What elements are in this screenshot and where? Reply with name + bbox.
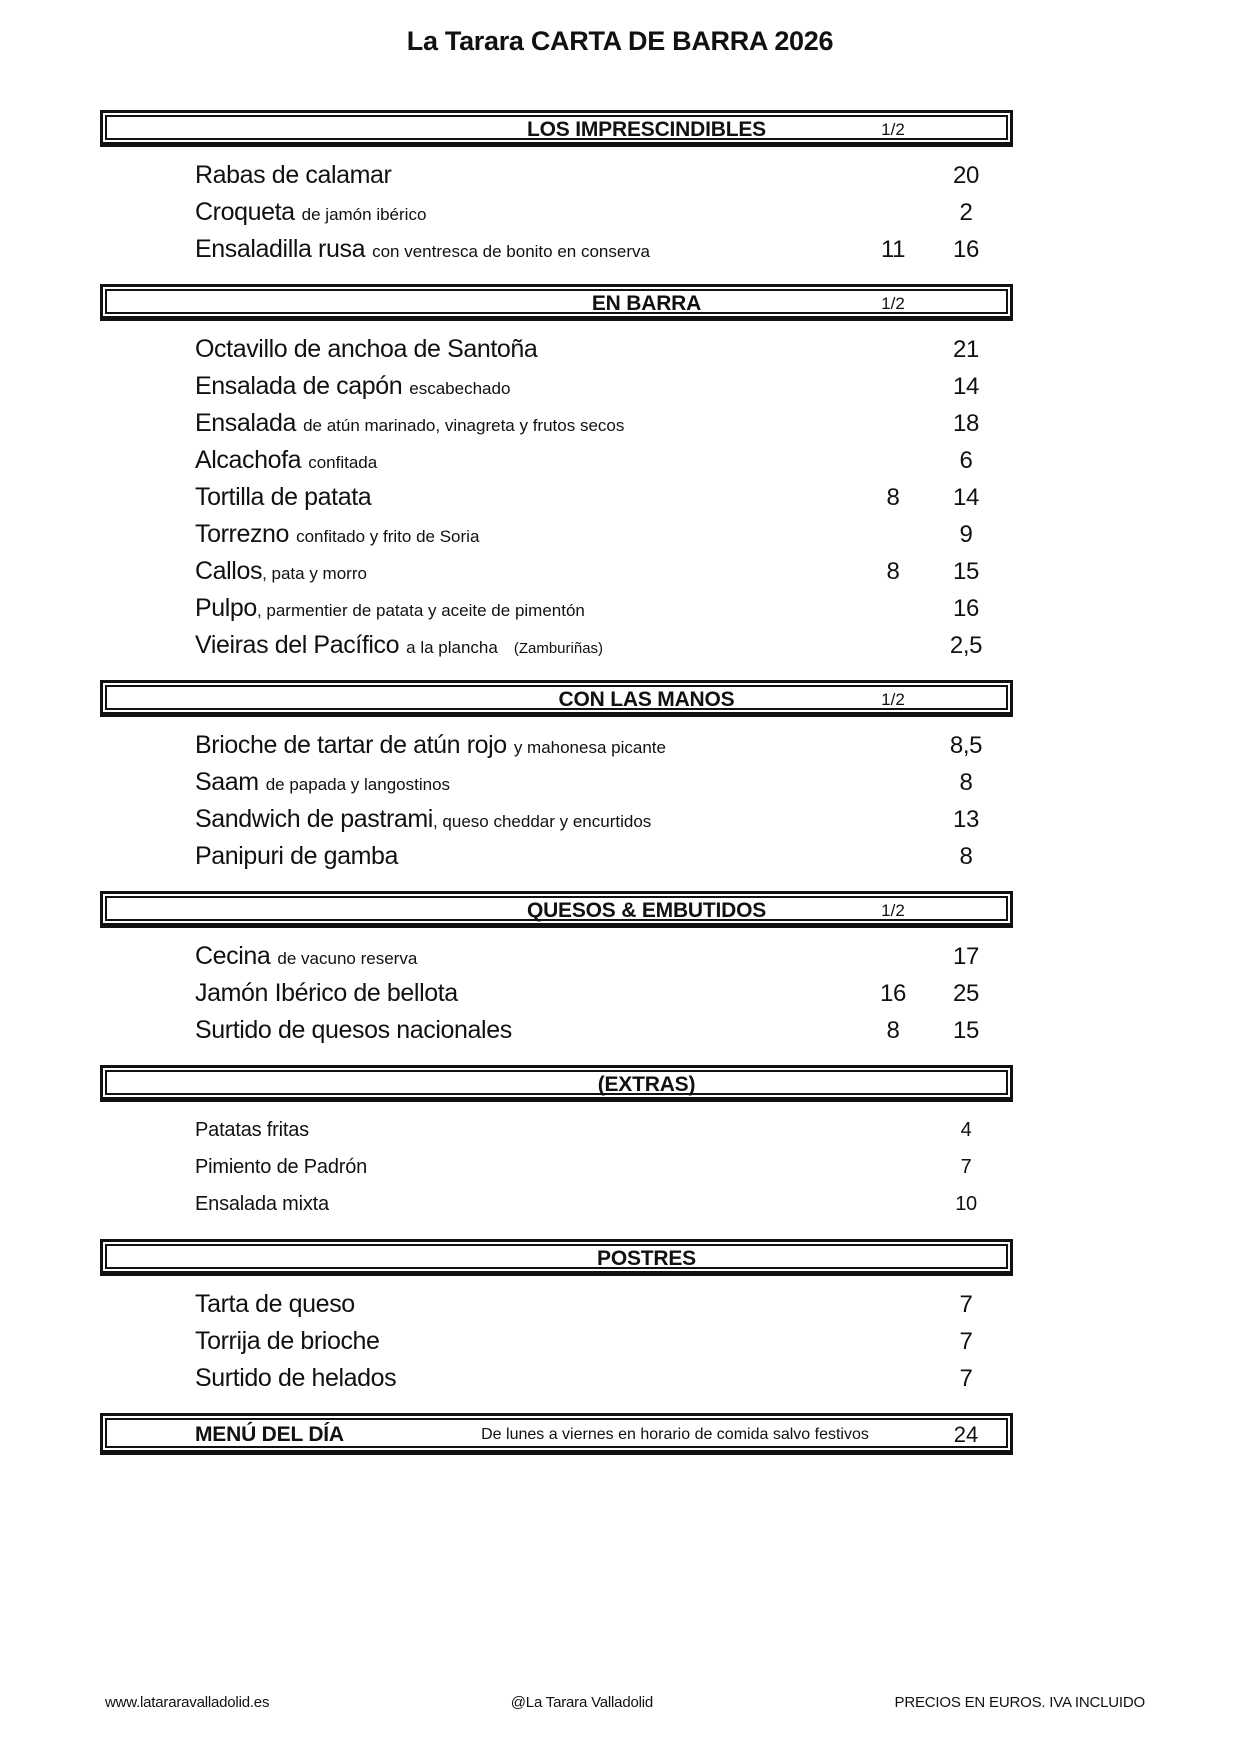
- item-name: Tarta de queso: [195, 1290, 355, 1318]
- item-name: Pulpo: [195, 594, 257, 622]
- section-items: [100, 147, 1013, 284]
- item-description: confitado y frito de Soria: [296, 527, 480, 546]
- item-half-price: 8: [886, 484, 900, 511]
- section-title: LOS IMPRESCINDIBLES: [527, 118, 766, 141]
- section-title: EN BARRA: [591, 292, 702, 315]
- item-name: Ensalada mixta: [195, 1193, 329, 1215]
- page-footer: [105, 1694, 1145, 1711]
- menu-item-row: [100, 479, 1013, 516]
- footer-website: www.latararavalladolid.es: [105, 1694, 270, 1711]
- section-header-row: [105, 685, 1008, 710]
- menu-item-row: [100, 1149, 1013, 1186]
- menu-del-dia-box: [100, 1413, 1013, 1455]
- item-price: 7: [959, 1365, 973, 1392]
- menu-item-row: [100, 157, 1013, 194]
- menu-item-row: [100, 331, 1013, 368]
- item-name: Sandwich de pastrami: [195, 805, 433, 833]
- menu-item-row: [100, 368, 1013, 405]
- menu-section: [100, 1239, 1013, 1413]
- item-price: 14: [953, 484, 979, 511]
- item-name: Croqueta: [195, 198, 295, 226]
- menu-item-row: [100, 975, 1013, 1012]
- section-title: QUESOS & EMBUTIDOS: [526, 899, 767, 922]
- menu-item-row: [100, 1323, 1013, 1360]
- item-name: Jamón Ibérico de bellota: [195, 979, 458, 1007]
- item-name: Pimiento de Padrón: [195, 1156, 368, 1178]
- item-description: confitada: [308, 453, 378, 472]
- menu-section: [100, 891, 1013, 1065]
- half-portion-column-label: 1/2: [881, 901, 905, 920]
- item-price: 25: [953, 980, 979, 1007]
- item-price: 16: [953, 236, 979, 263]
- menu-section: [100, 284, 1013, 680]
- item-half-price: 8: [886, 558, 900, 585]
- menu-section: [100, 110, 1013, 284]
- menu-item-row: [100, 194, 1013, 231]
- item-name: Panipuri de gamba: [195, 842, 399, 870]
- section-header-row: [105, 1070, 1008, 1095]
- section-header-row: [105, 289, 1008, 314]
- half-portion-column-label: 1/2: [881, 120, 905, 139]
- menu-content: [100, 110, 1013, 1455]
- item-half-price: 8: [886, 1017, 900, 1044]
- item-price: 15: [953, 558, 979, 585]
- item-name: Ensalada de capón: [195, 372, 403, 400]
- item-price: 15: [953, 1017, 979, 1044]
- page-title: La Tarara CARTA DE BARRA 2026: [406, 26, 834, 56]
- item-description: escabechado: [409, 379, 511, 398]
- item-name: Surtido de helados: [195, 1364, 397, 1392]
- half-portion-column-label: 1/2: [881, 690, 905, 709]
- item-price: 17: [953, 943, 979, 970]
- half-portion-column-label: 1/2: [881, 294, 905, 313]
- item-name: Ensaladilla rusa: [195, 235, 366, 263]
- menu-item-row: [100, 405, 1013, 442]
- item-name: Cecina: [195, 942, 271, 970]
- section-header-box: [100, 1239, 1013, 1276]
- item-description: , parmentier de patata y aceite de pimentón: [256, 601, 585, 620]
- menu-item-row: [100, 1360, 1013, 1397]
- item-description: , queso cheddar y encurtidos: [432, 812, 652, 831]
- item-price: 10: [955, 1193, 977, 1215]
- item-name: Callos: [195, 557, 263, 585]
- item-description: a la plancha: [406, 638, 498, 657]
- item-name: Tortilla de patata: [195, 483, 372, 511]
- footer-prices-notice: PRECIOS EN EUROS. IVA INCLUIDO: [894, 1694, 1145, 1711]
- menu-item-row: [100, 1012, 1013, 1049]
- section-title: (EXTRAS): [597, 1073, 696, 1096]
- item-name: Rabas de calamar: [195, 161, 392, 189]
- item-description: de atún marinado, vinagreta y frutos secos: [303, 416, 625, 435]
- item-name: Torrezno: [195, 520, 290, 548]
- menu-sections: [100, 110, 1013, 1413]
- item-description: de vacuno reserva: [277, 949, 418, 968]
- section-header-row: [105, 896, 1008, 921]
- item-name: Brioche de tartar de atún rojo: [195, 731, 507, 759]
- section-header-box: [100, 680, 1013, 717]
- menu-section: [100, 1065, 1013, 1239]
- section-header-box: [100, 891, 1013, 928]
- section-items: [100, 1102, 1013, 1239]
- item-price: 16: [953, 595, 979, 622]
- item-price: 13: [953, 806, 979, 833]
- section-items: [100, 321, 1013, 680]
- item-price: 6: [959, 447, 973, 474]
- item-price: 20: [953, 162, 979, 189]
- item-price: 14: [953, 373, 979, 400]
- section-items: [100, 717, 1013, 891]
- item-price: 9: [959, 521, 973, 548]
- section-items: [100, 1276, 1013, 1413]
- section-title: CON LAS MANOS: [558, 688, 735, 711]
- menu-del-dia-label: MENÚ DEL DÍA: [195, 1423, 344, 1446]
- section-header-box: [100, 284, 1013, 321]
- menu-del-dia-description: De lunes a viernes en horario de comida salvo festivos: [481, 1426, 869, 1443]
- menu-item-row: [100, 1112, 1013, 1149]
- item-name: Octavillo de anchoa de Santoña: [195, 335, 538, 363]
- menu-item-row: [100, 801, 1013, 838]
- item-price: 7: [959, 1291, 973, 1318]
- menu-item-row: [100, 1286, 1013, 1323]
- item-price: 18: [953, 410, 979, 437]
- item-price: 21: [953, 336, 979, 363]
- menu-del-dia-row: [105, 1418, 1008, 1448]
- item-name: Ensalada: [195, 409, 297, 437]
- item-price: 8: [959, 769, 973, 796]
- item-price: 7: [959, 1328, 973, 1355]
- menu-item-row: [100, 764, 1013, 801]
- item-price: 8: [959, 843, 973, 870]
- menu-item-row: [100, 1186, 1013, 1223]
- item-name: Saam: [195, 768, 259, 796]
- item-description: y mahonesa picante: [513, 738, 666, 757]
- item-name: Surtido de quesos nacionales: [195, 1016, 512, 1044]
- item-name: Patatas fritas: [195, 1119, 309, 1141]
- item-price: 7: [960, 1156, 972, 1178]
- section-header-box: [100, 1065, 1013, 1102]
- section-items: [100, 928, 1013, 1065]
- item-description: , pata y morro: [262, 564, 367, 583]
- item-description: con ventresca de bonito en conserva: [372, 242, 650, 261]
- item-price: 4: [960, 1119, 972, 1141]
- item-price: 8,5: [949, 732, 983, 759]
- section-header-row: [105, 1244, 1008, 1269]
- menu-item-row: [100, 838, 1013, 875]
- menu-item-row: [100, 442, 1013, 479]
- item-name: Vieiras del Pacífico: [195, 631, 400, 659]
- menu-item-row: [100, 590, 1013, 627]
- menu-item-row: [100, 516, 1013, 553]
- menu-item-row: [100, 627, 1013, 664]
- item-description: de jamón ibérico: [301, 205, 427, 224]
- menu-item-row: [100, 938, 1013, 975]
- menu-del-dia-price: 24: [953, 1422, 979, 1447]
- item-description: de papada y langostinos: [265, 775, 451, 794]
- item-half-price: 11: [880, 236, 906, 263]
- item-note: (Zamburiñas): [513, 640, 604, 657]
- menu-item-row: [100, 231, 1013, 268]
- footer-social-handle: @La Tarara Valladolid: [510, 1694, 654, 1711]
- menu-item-row: [100, 727, 1013, 764]
- item-half-price: 16: [880, 980, 906, 1007]
- section-title: POSTRES: [597, 1247, 696, 1270]
- item-price: 2: [959, 199, 973, 226]
- menu-item-row: [100, 553, 1013, 590]
- section-header-row: [105, 115, 1008, 140]
- item-name: Alcachofa: [195, 446, 302, 474]
- item-name: Torrija de brioche: [195, 1327, 380, 1355]
- menu-section: [100, 680, 1013, 891]
- section-header-box: [100, 110, 1013, 147]
- item-price: 2,5: [949, 632, 983, 659]
